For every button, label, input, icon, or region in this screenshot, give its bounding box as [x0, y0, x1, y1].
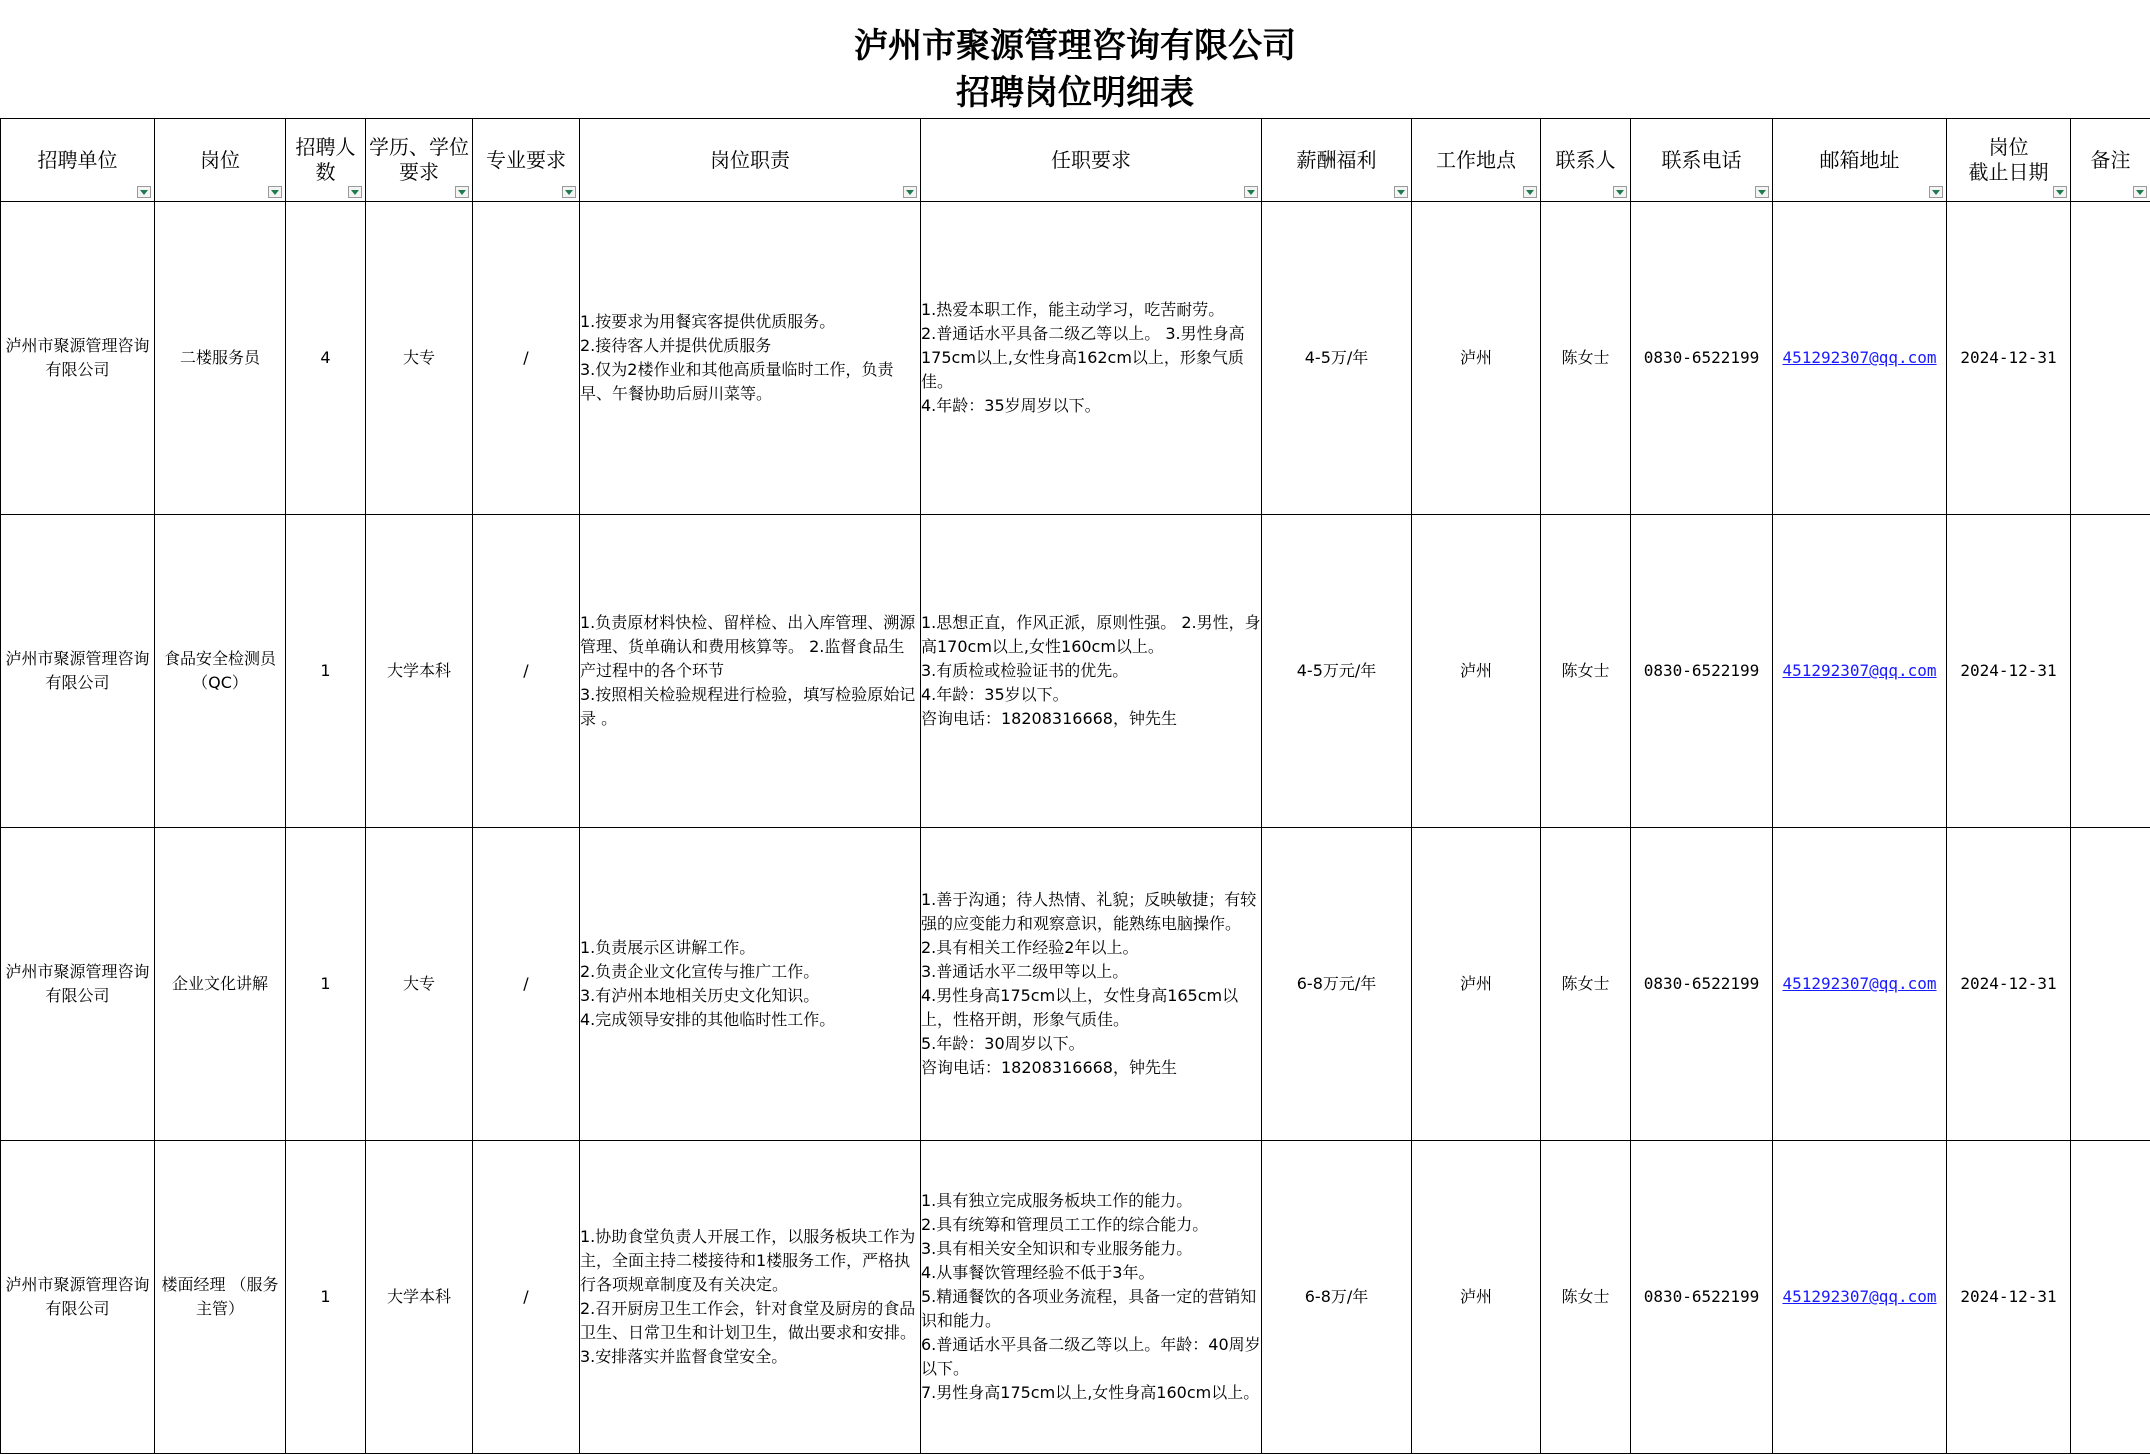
cell-deadline: 2024-12-31: [1947, 1141, 2071, 1454]
cell-requirements: 1.思想正直，作风正派，原则性强。 2.男性，身高170cm以上,女性160cm以上。 3.有质检或检验证书的优先。 4.年龄：35岁以下。 咨询电话：18208316668，钟先生: [921, 515, 1262, 828]
cell-location: 泸州: [1412, 828, 1541, 1141]
email-link[interactable]: 451292307@qq.com: [1782, 348, 1937, 367]
col-header-phone: 联系电话: [1631, 119, 1773, 202]
cell-position: 企业文化讲解: [155, 828, 286, 1141]
cell-note: [2071, 828, 2150, 1141]
col-header-unit: 招聘单位: [1, 119, 155, 202]
header-row: [1, 119, 2150, 202]
cell-major: /: [473, 828, 580, 1141]
cell-note: [2071, 515, 2150, 828]
page-title: 泸州市聚源管理咨询有限公司: [854, 26, 1296, 66]
cell-email: [1773, 828, 1947, 1141]
cell-salary: 6-8万/年: [1262, 1141, 1412, 1454]
cell-education: 大学本科: [366, 1141, 473, 1454]
cell-requirements: 1.善于沟通；待人热情、礼貌；反映敏捷；有较强的应变能力和观察意识，能熟练电脑操作。 2.具有相关工作经验2年以上。 3.普通话水平二级甲等以上。 4.男性身高175cm以上，女性身高165cm以上，性格开朗，形象气质佳。 5.年龄：30周岁以下。 咨询电话：18208316668，钟先生: [921, 828, 1262, 1141]
cell-count: 1: [286, 515, 366, 828]
col-header-requirements: 任职要求: [921, 119, 1262, 202]
filter-dropdown-icon[interactable]: [562, 186, 576, 198]
col-header-major: 专业要求: [473, 119, 580, 202]
filter-dropdown-icon[interactable]: [903, 186, 917, 198]
cell-phone: 0830-6522199: [1631, 828, 1773, 1141]
cell-contact: 陈女士: [1541, 1141, 1631, 1454]
cell-location: 泸州: [1412, 1141, 1541, 1454]
cell-count: 4: [286, 202, 366, 515]
col-header-salary: 薪酬福利: [1262, 119, 1412, 202]
cell-salary: 4-5万元/年: [1262, 515, 1412, 828]
filter-dropdown-icon[interactable]: [268, 186, 282, 198]
cell-email: [1773, 202, 1947, 515]
cell-count: 1: [286, 828, 366, 1141]
filter-dropdown-icon[interactable]: [1613, 186, 1627, 198]
cell-note: [2071, 1141, 2150, 1454]
cell-location: 泸州: [1412, 515, 1541, 828]
cell-email: [1773, 1141, 1947, 1454]
cell-major: /: [473, 202, 580, 515]
cell-unit: 泸州市聚源管理咨询有限公司: [1, 202, 155, 515]
filter-dropdown-icon[interactable]: [348, 186, 362, 198]
table-row: [1, 202, 2150, 515]
cell-major: /: [473, 1141, 580, 1454]
cell-requirements: 1.具有独立完成服务板块工作的能力。 2.具有统筹和管理员工工作的综合能力。 3.具有相关安全知识和专业服务能力。 4.从事餐饮管理经验不低于3年。 5.精通餐饮的各项业务流程，具备一定的营销知识和能力。 6.普通话水平具备二级乙等以上。年龄：40周岁以下。 7.男性身高175cm以上,女性身高160cm以上。: [921, 1141, 1262, 1454]
filter-dropdown-icon[interactable]: [1523, 186, 1537, 198]
filter-dropdown-icon[interactable]: [455, 186, 469, 198]
cell-contact: 陈女士: [1541, 515, 1631, 828]
cell-unit: 泸州市聚源管理咨询有限公司: [1, 828, 155, 1141]
cell-note: [2071, 202, 2150, 515]
col-header-position: 岗位: [155, 119, 286, 202]
cell-deadline: 2024-12-31: [1947, 202, 2071, 515]
cell-location: 泸州: [1412, 202, 1541, 515]
col-header-note: 备注: [2071, 119, 2150, 202]
cell-email: [1773, 515, 1947, 828]
col-header-location: 工作地点: [1412, 119, 1541, 202]
filter-dropdown-icon[interactable]: [1755, 186, 1769, 198]
cell-position: 楼面经理 （服务主管）: [155, 1141, 286, 1454]
cell-deadline: 2024-12-31: [1947, 515, 2071, 828]
email-link[interactable]: 451292307@qq.com: [1782, 974, 1937, 993]
cell-education: 大专: [366, 828, 473, 1141]
cell-education: 大专: [366, 202, 473, 515]
email-link[interactable]: 451292307@qq.com: [1782, 1287, 1937, 1306]
cell-salary: 4-5万/年: [1262, 202, 1412, 515]
cell-requirements: 1.热爱本职工作，能主动学习，吃苦耐劳。 2.普通话水平具备二级乙等以上。 3.男性身高175cm以上,女性身高162cm以上，形象气质佳。 4.年龄：35岁周岁以下。: [921, 202, 1262, 515]
col-header-education: 学历、学位要求: [366, 119, 473, 202]
col-header-duties: 岗位职责: [580, 119, 921, 202]
cell-duties: 1.负责展示区讲解工作。 2.负责企业文化宣传与推广工作。 3.有泸州本地相关历史文化知识。 4.完成领导安排的其他临时性工作。: [580, 828, 921, 1141]
filter-dropdown-icon[interactable]: [137, 186, 151, 198]
cell-major: /: [473, 515, 580, 828]
cell-unit: 泸州市聚源管理咨询有限公司: [1, 515, 155, 828]
col-header-count: 招聘人数: [286, 119, 366, 202]
col-header-contact: 联系人: [1541, 119, 1631, 202]
filter-dropdown-icon[interactable]: [1394, 186, 1408, 198]
cell-duties: 1.按要求为用餐宾客提供优质服务。 2.接待客人并提供优质服务 3.仅为2楼作业和其他高质量临时工作，负责早、午餐协助后厨川菜等。: [580, 202, 921, 515]
job-table: [0, 118, 2150, 1454]
filter-dropdown-icon[interactable]: [1244, 186, 1258, 198]
cell-position: 二楼服务员: [155, 202, 286, 515]
cell-unit: 泸州市聚源管理咨询有限公司: [1, 1141, 155, 1454]
col-header-deadline: 岗位 截止日期: [1947, 119, 2071, 202]
cell-duties: 1.协助食堂负责人开展工作，以服务板块工作为主，全面主持二楼接待和1楼服务工作，严格执行各项规章制度及有关决定。 2.召开厨房卫生工作会，针对食堂及厨房的食品卫生、日常卫生和计划卫生，做出要求和安排。 3.安排落实并监督食堂安全。: [580, 1141, 921, 1454]
filter-dropdown-icon[interactable]: [1929, 186, 1943, 198]
cell-salary: 6-8万元/年: [1262, 828, 1412, 1141]
cell-duties: 1.负责原材料快检、留样检、出入库管理、溯源管理、货单确认和费用核算等。 2.监督食品生产过程中的各个环节 3.按照相关检验规程进行检验，填写检验原始记录 。: [580, 515, 921, 828]
cell-phone: 0830-6522199: [1631, 1141, 1773, 1454]
cell-phone: 0830-6522199: [1631, 202, 1773, 515]
table-row: [1, 1141, 2150, 1454]
email-link[interactable]: 451292307@qq.com: [1782, 661, 1937, 680]
filter-dropdown-icon[interactable]: [2133, 186, 2147, 198]
table-row: [1, 515, 2150, 828]
cell-count: 1: [286, 1141, 366, 1454]
table-row: [1, 828, 2150, 1141]
col-header-email: 邮箱地址: [1773, 119, 1947, 202]
cell-phone: 0830-6522199: [1631, 515, 1773, 828]
page-subtitle: 招聘岗位明细表: [956, 73, 1194, 113]
cell-contact: 陈女士: [1541, 828, 1631, 1141]
filter-dropdown-icon[interactable]: [2053, 186, 2067, 198]
cell-contact: 陈女士: [1541, 202, 1631, 515]
cell-deadline: 2024-12-31: [1947, 828, 2071, 1141]
cell-position: 食品安全检测员（QC）: [155, 515, 286, 828]
cell-education: 大学本科: [366, 515, 473, 828]
